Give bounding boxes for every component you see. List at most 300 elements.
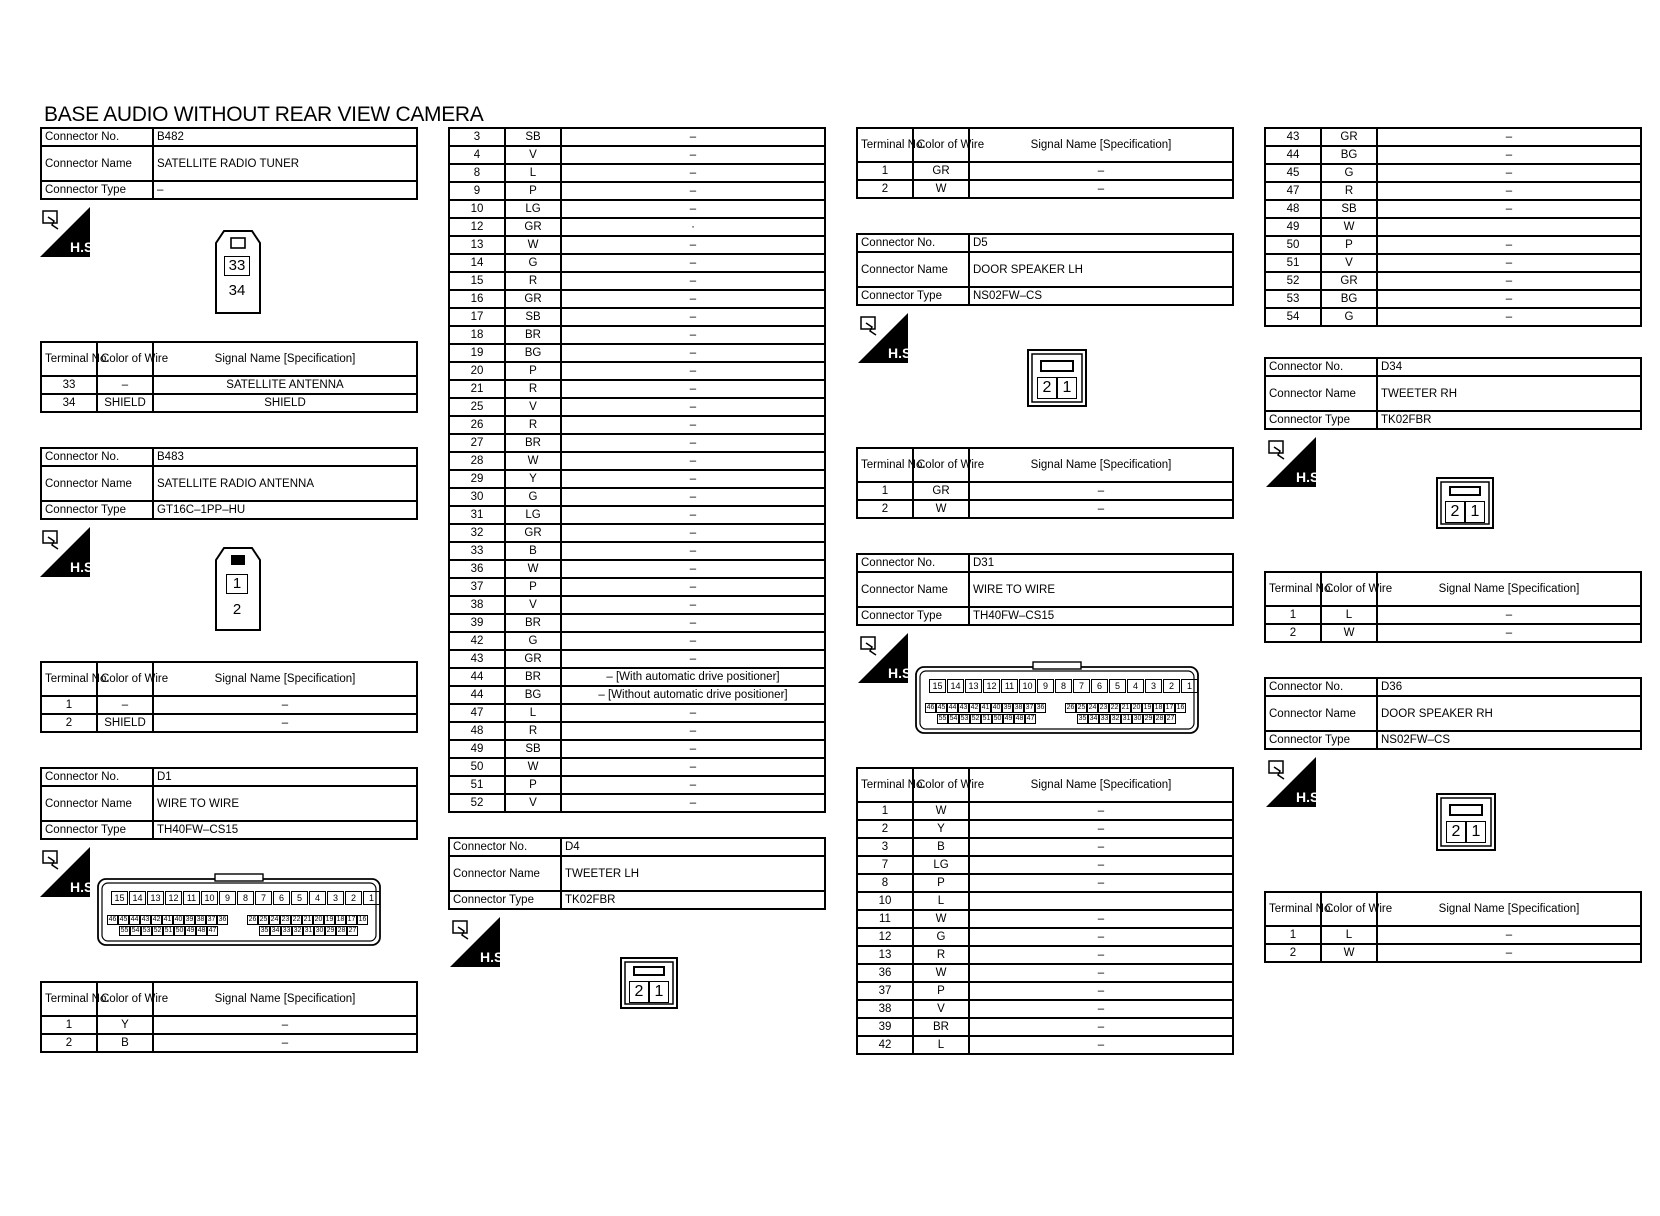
label-connector-no: Connector No. [1265,358,1377,376]
cavity-1: 1 [226,574,248,594]
signal-name: – [561,434,825,452]
signal-name: · [561,218,825,236]
signal-name: – [561,704,825,722]
signal-name: – [561,740,825,758]
table-row [1265,308,1641,326]
cavity-1: 1 [1465,501,1485,523]
connector-name-value: WIRE TO WIRE [969,572,1233,607]
cavity: 40 [992,704,1001,711]
terminal-no: 2 [41,714,97,732]
signal-name: – [969,1036,1233,1054]
cavity: 25 [1077,704,1086,711]
terminal-no: 51 [1265,254,1321,272]
table-row [857,820,1233,838]
wire-color: P [505,182,561,200]
terminal-no: 1 [857,162,913,180]
label-connector-no: Connector No. [449,838,561,856]
wire-color: G [1321,164,1377,182]
table-row [1265,218,1641,236]
wire-color: LG [505,506,561,524]
terminal-no: 38 [449,596,505,614]
terminal-no: 12 [449,218,505,236]
table-row [449,218,825,236]
cavity: 37 [1025,704,1034,711]
table-row [449,344,825,362]
wire-color: L [1321,926,1377,944]
cavity: 3 [1145,679,1162,693]
connector-info-d34 [1264,357,1642,430]
table-row [857,838,1233,856]
terminal-table-d1 [40,981,418,1053]
table-row [449,794,825,812]
connector-face-d1 [97,873,381,947]
cavity: 12 [983,679,1000,693]
terminal-no: 31 [449,506,505,524]
connector-info-b483 [40,447,418,520]
signal-name: – [561,128,825,146]
label-connector-type: Connector Type [857,287,969,305]
cavity: 10 [201,891,218,905]
hs-label: H.S. [480,949,508,965]
terminal-no: 39 [449,614,505,632]
wire-color: BR [505,434,561,452]
header-color-of-wire: Color of Wire [97,982,153,1016]
signal-name [969,892,1233,910]
terminal-table-d1-continued [448,127,826,813]
wire-color: V [913,1000,969,1018]
terminal-table-d36 [1264,891,1642,963]
cavity: 32 [293,927,302,934]
table-row [449,614,825,632]
terminal-no: 39 [857,1018,913,1036]
cavity: 27 [1166,715,1175,722]
cavity: 29 [326,927,335,934]
terminal-table-b483 [40,661,418,733]
connector-face-d4 [620,957,678,1009]
signal-name: – [561,344,825,362]
header-signal-name: Signal Name [Specification] [1377,572,1641,606]
table-row [449,560,825,578]
wire-color: R [505,722,561,740]
signal-name: – [969,802,1233,820]
connector-type-value: TK02FBR [561,891,825,909]
cavity: 48 [1015,715,1024,722]
connector-type-value: NS02FW–CS [969,287,1233,305]
connector-type-value: TH40FW–CS15 [153,821,417,839]
table-row [449,254,825,272]
terminal-no: 48 [449,722,505,740]
label-connector-name: Connector Name [41,146,153,181]
cavity: 11 [1001,679,1018,693]
table-row [41,394,417,412]
signal-name: – [969,162,1233,180]
cavity: 8 [237,891,254,905]
cavity: 54 [131,927,140,934]
signal-name: – [969,482,1233,500]
terminal-no: 51 [449,776,505,794]
cavity-2: 2 [1446,821,1466,843]
signal-name: – [969,500,1233,518]
cavity: 47 [208,927,217,934]
table-row [449,578,825,596]
wire-color: W [505,560,561,578]
table-row [857,1000,1233,1018]
wire-color: L [913,892,969,910]
cavity: 2 [1163,679,1180,693]
cavity: 20 [1132,704,1141,711]
connector-face-d34 [1436,477,1494,529]
cavity: 21 [1121,704,1130,711]
terminal-no: 33 [449,542,505,560]
cavity: 30 [1133,715,1142,722]
connector-info-b482 [40,127,418,200]
terminal-no: 50 [449,758,505,776]
label-connector-name: Connector Name [41,786,153,821]
hs-icon [858,313,916,363]
table-row [1265,926,1641,944]
cavity: 38 [1014,704,1023,711]
signal-name: – [1377,308,1641,326]
terminal-no: 43 [1265,128,1321,146]
table-row [857,856,1233,874]
header-terminal-no: Terminal No. [1265,572,1321,606]
wire-color: Y [97,1016,153,1034]
connector-name-value: TWEETER LH [561,856,825,891]
cavity: 42 [970,704,979,711]
table-row [449,182,825,200]
terminal-no: 7 [857,856,913,874]
table-row [41,1034,417,1052]
label-connector-type: Connector Type [1265,731,1377,749]
cavity: 11 [183,891,200,905]
wire-color: W [913,964,969,982]
cavity: 45 [937,704,946,711]
terminal-no: 49 [449,740,505,758]
cavity: 28 [1155,715,1164,722]
connector-info-d31 [856,553,1234,626]
terminal-no: 1 [1265,606,1321,624]
terminal-no: 1 [1265,926,1321,944]
signal-name: – [1377,272,1641,290]
wire-color: G [1321,308,1377,326]
table-row [857,910,1233,928]
signal-name: – [561,506,825,524]
connector-no-value: D34 [1377,358,1641,376]
signal-name: – [1377,182,1641,200]
header-terminal-no: Terminal No. [1265,892,1321,926]
signal-name: – [1377,944,1641,962]
cavity: 19 [1143,704,1152,711]
cavity: 17 [347,916,356,923]
table-row [449,326,825,344]
signal-name: – [561,362,825,380]
wire-color: G [505,632,561,650]
connector-no-value: B483 [153,448,417,466]
label-connector-name: Connector Name [857,572,969,607]
terminal-no: 2 [857,180,913,198]
table-row [41,1016,417,1034]
cavity: 4 [309,891,326,905]
header-color-of-wire: Color of Wire [97,342,153,376]
signal-name: – [1377,624,1641,642]
table-row [449,290,825,308]
wire-color: G [505,254,561,272]
header-color-of-wire: Color of Wire [1321,892,1377,926]
cavity: 39 [185,916,194,923]
table-row [449,272,825,290]
signal-name: – [153,696,417,714]
cavity: 9 [219,891,236,905]
signal-name: – [561,578,825,596]
terminal-no: 37 [449,578,505,596]
wire-color: GR [1321,272,1377,290]
signal-name: – [969,838,1233,856]
cavity: 4 [1127,679,1144,693]
table-row [449,380,825,398]
table-row [1265,944,1641,962]
signal-name: – [Without automatic drive positioner] [561,686,825,704]
cavity: 54 [949,715,958,722]
cavity: 42 [152,916,161,923]
label-connector-type: Connector Type [41,181,153,199]
cavity: 44 [130,916,139,923]
wire-color: R [505,272,561,290]
table-row [857,180,1233,198]
terminal-no: 54 [1265,308,1321,326]
terminal-no: 43 [449,650,505,668]
cavity: 24 [270,916,279,923]
signal-name: – [561,416,825,434]
cavity: 48 [197,927,206,934]
connector-face-d36 [1436,793,1496,851]
wire-color: L [505,704,561,722]
cavity: 47 [1026,715,1035,722]
terminal-no: 42 [857,1036,913,1054]
label-connector-name: Connector Name [41,466,153,501]
wire-color: R [505,380,561,398]
signal-name: – [153,1016,417,1034]
table-row [449,650,825,668]
terminal-no: 16 [449,290,505,308]
table-row [449,236,825,254]
wire-color: SB [1321,200,1377,218]
table-row [1265,624,1641,642]
table-row [449,146,825,164]
table-row [1265,272,1641,290]
signal-name: – [969,874,1233,892]
wire-color: R [505,416,561,434]
signal-name: – [561,722,825,740]
signal-name: – [969,946,1233,964]
terminal-no: 8 [449,164,505,182]
terminal-no: 1 [857,802,913,820]
cavity: 21 [303,916,312,923]
wire-color: LG [913,856,969,874]
table-row [449,632,825,650]
terminal-no: 47 [1265,182,1321,200]
cavity: 51 [982,715,991,722]
cavity: 40 [174,916,183,923]
cavity: 16 [1176,704,1185,711]
table-row [857,982,1233,1000]
table-row [449,524,825,542]
connector-info-d5 [856,233,1234,306]
wire-color: GR [505,218,561,236]
signal-name: – [561,398,825,416]
cavity: 13 [147,891,164,905]
signal-name: – [969,982,1233,1000]
terminal-no: 19 [449,344,505,362]
header-signal-name: Signal Name [Specification] [969,448,1233,482]
terminal-no: 1 [41,696,97,714]
signal-name: – [561,380,825,398]
terminal-table-d4 [856,127,1234,199]
signal-name: – [561,524,825,542]
connector-no-value: D1 [153,768,417,786]
header-signal-name: Signal Name [Specification] [969,768,1233,802]
terminal-no: 52 [1265,272,1321,290]
signal-name: – [969,1000,1233,1018]
connector-info-d1 [40,767,418,840]
wire-color: W [913,910,969,928]
wire-color: V [505,794,561,812]
cavity: 23 [281,916,290,923]
wire-color: SB [505,128,561,146]
wire-color: BR [505,326,561,344]
wire-color: SB [505,740,561,758]
table-row [857,1036,1233,1054]
table-row [449,596,825,614]
signal-name: – [1377,926,1641,944]
terminal-no: 14 [449,254,505,272]
signal-name: – [561,614,825,632]
header-color-of-wire: Color of Wire [1321,572,1377,606]
cavity: 49 [1004,715,1013,722]
table-row [449,776,825,794]
terminal-no: 44 [449,686,505,704]
wire-color: G [505,488,561,506]
signal-name: – [561,452,825,470]
wire-color: BR [505,614,561,632]
wire-color: B [505,542,561,560]
table-row [857,162,1233,180]
table-row [449,542,825,560]
wire-color: W [913,802,969,820]
table-row [449,722,825,740]
connector-name-value: WIRE TO WIRE [153,786,417,821]
connector-name-value: SATELLITE RADIO ANTENNA [153,466,417,501]
cavity: 19 [325,916,334,923]
table-row [449,164,825,182]
hs-icon [40,527,98,577]
cavity: 28 [337,927,346,934]
terminal-table-d34 [1264,571,1642,643]
table-row [1265,200,1641,218]
connector-face-d5 [1027,349,1087,407]
wire-color: L [913,1036,969,1054]
wire-color: P [1321,236,1377,254]
signal-name: – [153,714,417,732]
wire-color: W [1321,624,1377,642]
cavity: 9 [1037,679,1054,693]
wire-color: W [505,758,561,776]
table-row [857,1018,1233,1036]
cavity: 50 [175,927,184,934]
cavity: 26 [248,916,257,923]
terminal-no: 36 [449,560,505,578]
label-connector-type: Connector Type [449,891,561,909]
terminal-no: 42 [449,632,505,650]
signal-name: – [969,1018,1233,1036]
wire-color: V [1321,254,1377,272]
cavity-1: 1 [1466,821,1486,843]
table-row [1265,290,1641,308]
signal-name: – [561,632,825,650]
label-connector-name: Connector Name [1265,376,1377,411]
wire-color: V [505,596,561,614]
wire-color: W [505,452,561,470]
connector-no-value: D36 [1377,678,1641,696]
wire-color: BG [1321,290,1377,308]
header-signal-name: Signal Name [Specification] [153,982,417,1016]
hs-label: H.S. [70,559,98,575]
cavity: 33 [1100,715,1109,722]
cavity-2: 2 [629,981,649,1003]
terminal-no: 1 [857,482,913,500]
terminal-no: 30 [449,488,505,506]
wire-color: W [1321,944,1377,962]
terminal-no: 12 [857,928,913,946]
table-row [449,398,825,416]
cavity: 29 [1144,715,1153,722]
signal-name: – [561,488,825,506]
terminal-no: 3 [449,128,505,146]
wire-color: GR [505,650,561,668]
table-row [41,714,417,732]
cavity: 22 [1110,704,1119,711]
header-signal-name: Signal Name [Specification] [153,342,417,376]
wire-color: B [913,838,969,856]
terminal-no: 28 [449,452,505,470]
terminal-no: 29 [449,470,505,488]
cavity: 55 [938,715,947,722]
cavity: 2 [345,891,362,905]
cavity: 3 [327,891,344,905]
signal-name: – [561,236,825,254]
table-row [449,434,825,452]
signal-name: – [1377,236,1641,254]
label-connector-type: Connector Type [41,501,153,519]
cavity: 15 [929,679,946,693]
terminal-no: 18 [449,326,505,344]
header-terminal-no: Terminal No. [41,662,97,696]
signal-name: – [1377,606,1641,624]
signal-name: – [561,758,825,776]
table-row [449,452,825,470]
cavity: 17 [1165,704,1174,711]
table-row [41,376,417,394]
hs-icon [1266,757,1324,807]
signal-name: – [561,146,825,164]
wire-color: V [505,146,561,164]
terminal-no: 21 [449,380,505,398]
connector-no-value: D31 [969,554,1233,572]
cavity: 53 [960,715,969,722]
terminal-no: 52 [449,794,505,812]
signal-name: – [1377,164,1641,182]
hs-icon [40,207,98,257]
terminal-no: 4 [449,146,505,164]
